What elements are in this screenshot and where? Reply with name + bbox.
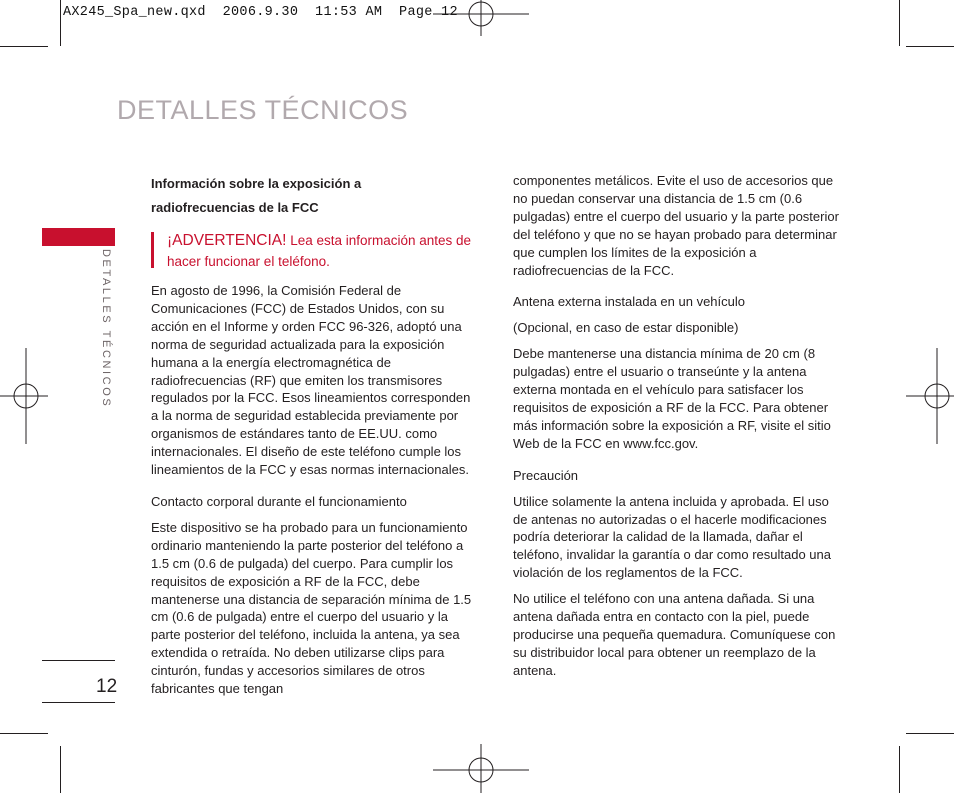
paragraph-approved-antenna: Utilice solamente la antena incluida y aprobada. El uso de antenas no autorizadas o el hacerle modificaciones podría deteriorar la calidad de la llamada, dañar el teléfono, invalidar la garantía o dar como resultado una violación de los reglamentos de la FCC. [513,493,831,581]
paragraph-body-contact: Este dispositivo se ha probado para un funcionamiento ordinario manteniendo la parte posterior del teléfono a 1.5 cm (0.6 de pulgada) del cuerpo. Para cumplir los requisitos de exposición a RF de la FCC, debe mantenerse una distancia de separación mínima de 1.5 cm (0.6 de pulgada) entre el cuerpo del usuario y la parte posterior del teléfono, incluida la antena, ya sea extendida o retraída. No deben utilizarse clips para cinturón, fundas y accesorios similares de otros fabricantes que tengan [151,519,472,697]
subheading-body-contact: Contacto corporal durante el funcionamiento [151,493,407,509]
paragraph-metal-accessories: componentes metálicos. Evite el uso de accesorios que no puedan conservar una distancia de 1.5 cm (0.6 pulgadas) entre el cuerpo del usuario y la parte posterior del teléfono y que no se hayan probado para determinar que cumplen los límites de la exposición a radiofrecuencias de la FCC. [513,173,839,278]
left-column [151,172,481,706]
warning-bar [151,232,154,268]
side-section-label [98,249,114,409]
registration-mark-top [433,0,529,36]
crop-mark-top-left-vertical [60,0,61,46]
section-heading-line2: radiofrecuencias de la FCC [151,200,319,215]
section-heading [151,172,481,220]
section-tab-marker [42,228,115,246]
page-title: DETALLES TÉCNICOS [117,95,409,125]
registration-mark-right [906,348,954,444]
paragraph-vehicle-antenna: Debe mantenerse una distancia mínima de 20 cm (8 pulgadas) entre el usuario o transeúnte y la antena externa montada en el vehículo para satisfacer los requisitos de exposición a RF de la FCC. Para obtener más información sobre la exposición a RF, visite el sitio Web de la FCC en www.fcc.gov. [513,346,831,451]
crop-mark-bottom-right-vertical [899,746,900,793]
subheading-caution: Precaución [513,467,579,483]
crop-mark-bottom-left-horizontal [0,733,48,734]
optional-note: (Opcional, en caso de estar disponible) [513,320,739,336]
side-section-label-text: DETALLES TÉCNICOS [100,249,112,409]
footer-rule-bottom [42,702,115,703]
page-number: 12 [96,676,118,697]
crop-mark-bottom-right-horizontal [906,733,954,734]
paragraph-damaged-antenna: No utilice el teléfono con una antena dañada. Si una antena dañada entra en contacto con la piel, puede producirse una pequeña quemadura. Comuníquese con su distribuidor local para obtener un reemplazo de la antena. [513,591,836,678]
printer-slug: AX245_Spa_new.qxd 2006.9.30 11:53 AM Page 12 [63,5,458,20]
warning-text: Lea esta información antes de hacer funcionar el teléfono. [167,233,472,269]
paragraph-fcc-history: En agosto de 1996, la Comisión Federal de Comunicaciones (FCC) de Estados Unidos, con su acción en el Informe y orden FCC 96-326, adoptó una norma de seguridad actualizada para la exposición humana a la energía electromagnética de radiofrecuencias (RF) que emiten los transmisores regulados por la FCC. Esos lineamientos corresponden a la norma de seguridad establecida previamente por organismos de estándares tanto de EE.UU. como internacionales. El diseño de este teléfono cumple los lineamientos de la FCC y esas normas internacionales. [151,283,471,478]
crop-mark-bottom-left-vertical [60,746,61,793]
warning-callout [151,230,481,272]
registration-mark-bottom [433,744,529,793]
footer-rule-top [42,660,115,661]
warning-label: ¡ADVERTENCIA! [167,232,287,249]
subheading-vehicle-antenna: Antena externa instalada en un vehículo [513,294,746,310]
crop-mark-top-left-horizontal [0,46,48,47]
crop-mark-top-right-vertical [899,0,900,46]
crop-mark-top-right-horizontal [906,46,954,47]
registration-mark-left [0,348,48,444]
section-heading-line1: Información sobre la exposición a [151,176,362,191]
right-column [513,172,845,688]
